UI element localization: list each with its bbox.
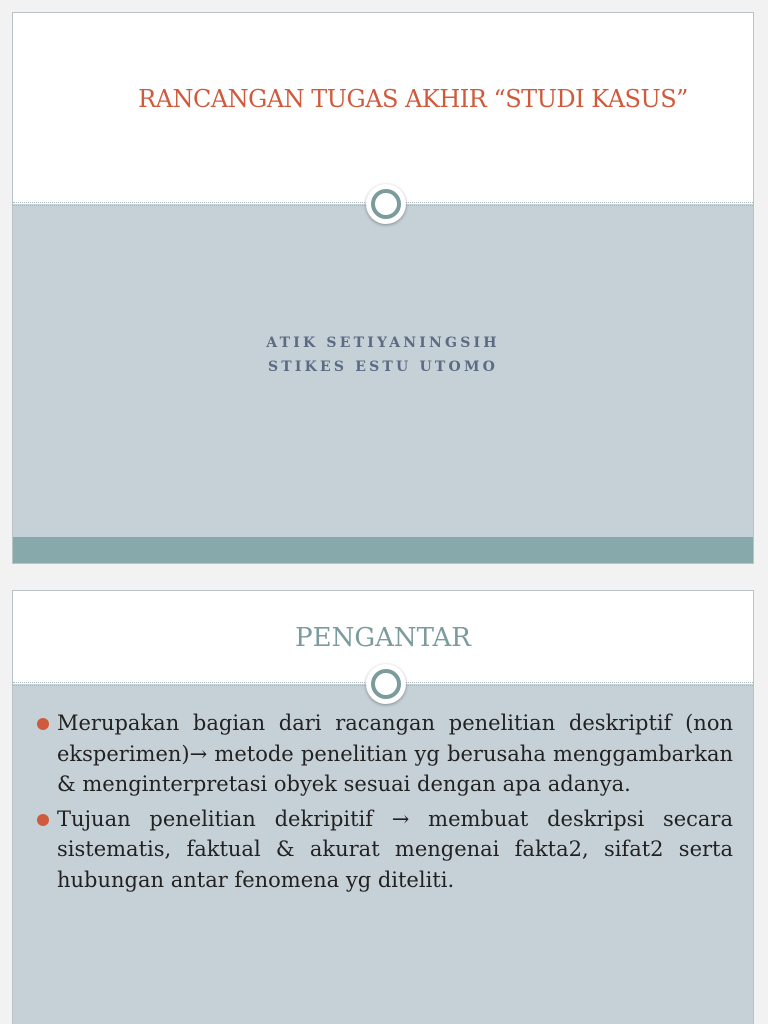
slide-2 (12, 590, 754, 1024)
bullet-list (37, 708, 733, 899)
slide-1-footer-bar (13, 537, 753, 563)
bullet-item (37, 804, 733, 896)
slide-1 (12, 12, 754, 564)
slide-1-title: RANCANGAN TUGAS AKHIR “STUDI KASUS” (138, 85, 688, 113)
author-name: ATIK SETIYANINGSIH (266, 335, 500, 351)
ring-ornament-icon (366, 664, 406, 704)
bullet-dot-icon (37, 718, 49, 730)
bullet-text: Tujuan penelitian dekripitif → membuat deskripsi secara sistematis, faktual & akurat mengenai fakta2, sifat2 serta hubungan antar fenomena yg diteliti. (57, 806, 733, 892)
ring-ornament-icon (366, 184, 406, 224)
bullet-item (37, 708, 733, 800)
slide-2-title: PENGANTAR (295, 623, 471, 653)
institution-name: STIKES ESTU UTOMO (267, 359, 499, 375)
bullet-text: Merupakan bagian dari racangan penelitian deskriptif (non eksperimen)→ metode penelitian yg berusaha menggambarkan & menginterpretasi obyek sesuai dengan apa adanya. (57, 711, 733, 796)
bullet-dot-icon (37, 814, 49, 826)
